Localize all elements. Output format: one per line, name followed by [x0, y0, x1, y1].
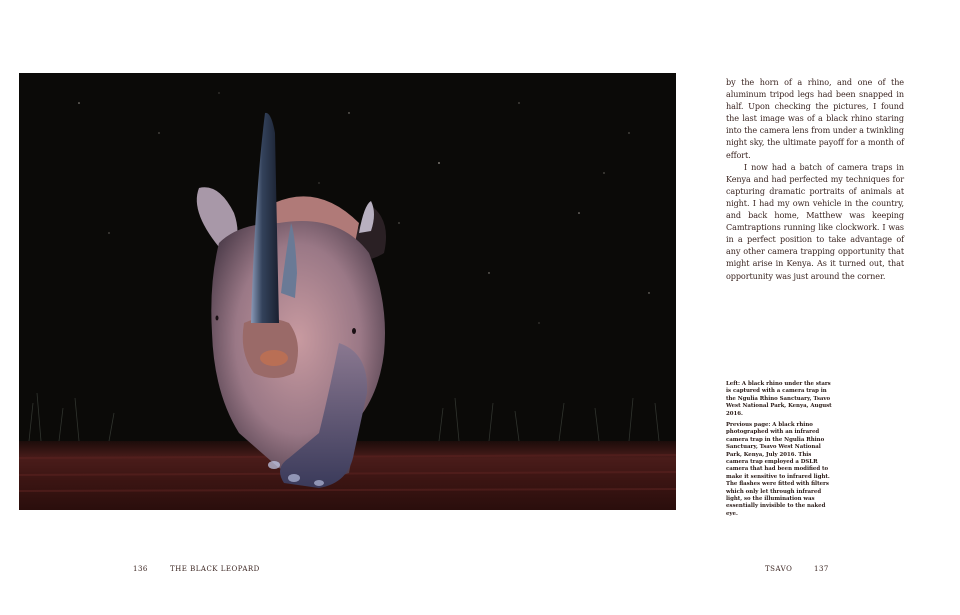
body-paragraph: by the horn of a rhino, and one of the aluminum tripod legs had been snapped in half. Upon checking the pictures, I found the last image was of a black rhino staring into the camera lens from under a twinkling night sky, the ultimate payoff for a month of effort.	[726, 77, 904, 160]
rhino-photograph	[19, 73, 676, 510]
body-paragraph: I now had a batch of camera traps in Kenya and had perfected my techniques for capturing dramatic portraits of animals at night. I had my own vehicle in the country, and back home, Matthew was keeping Camtraptions running like clockwork. I was in a perfect position to take advantage of any other camera trapping opportunity that might arise in Kenya. As it turned out, that opportunity was just around the corner.	[726, 161, 904, 281]
left-running-title: THE BLACK LEOPARD	[170, 565, 260, 573]
left-page-number: 136	[133, 565, 148, 573]
rhino-image-icon	[19, 73, 676, 510]
photo-caption-left: Left: A black rhino under the stars is captured with a camera trap in the Ngulia Rhino Sanctuary, Tsavo West National Park, Kenya, August 2016.	[726, 381, 832, 417]
body-text	[726, 76, 904, 282]
right-running-title: TSAVO	[765, 565, 793, 573]
right-page-number: 137	[814, 565, 829, 573]
photo-caption-previous-page: Previous page: A black rhino photographed with an infrared camera trap in the Ngulia Rhino Sanctuary, Tsavo West National Park, Kenya, July 2016. This camera trap employed a DSLR camera that had been modified to make it sensitive to infrared light. The flashes were fitted with filters which only let through infrared light, so the illumination was essentially invisible to the naked eye.	[726, 422, 830, 517]
